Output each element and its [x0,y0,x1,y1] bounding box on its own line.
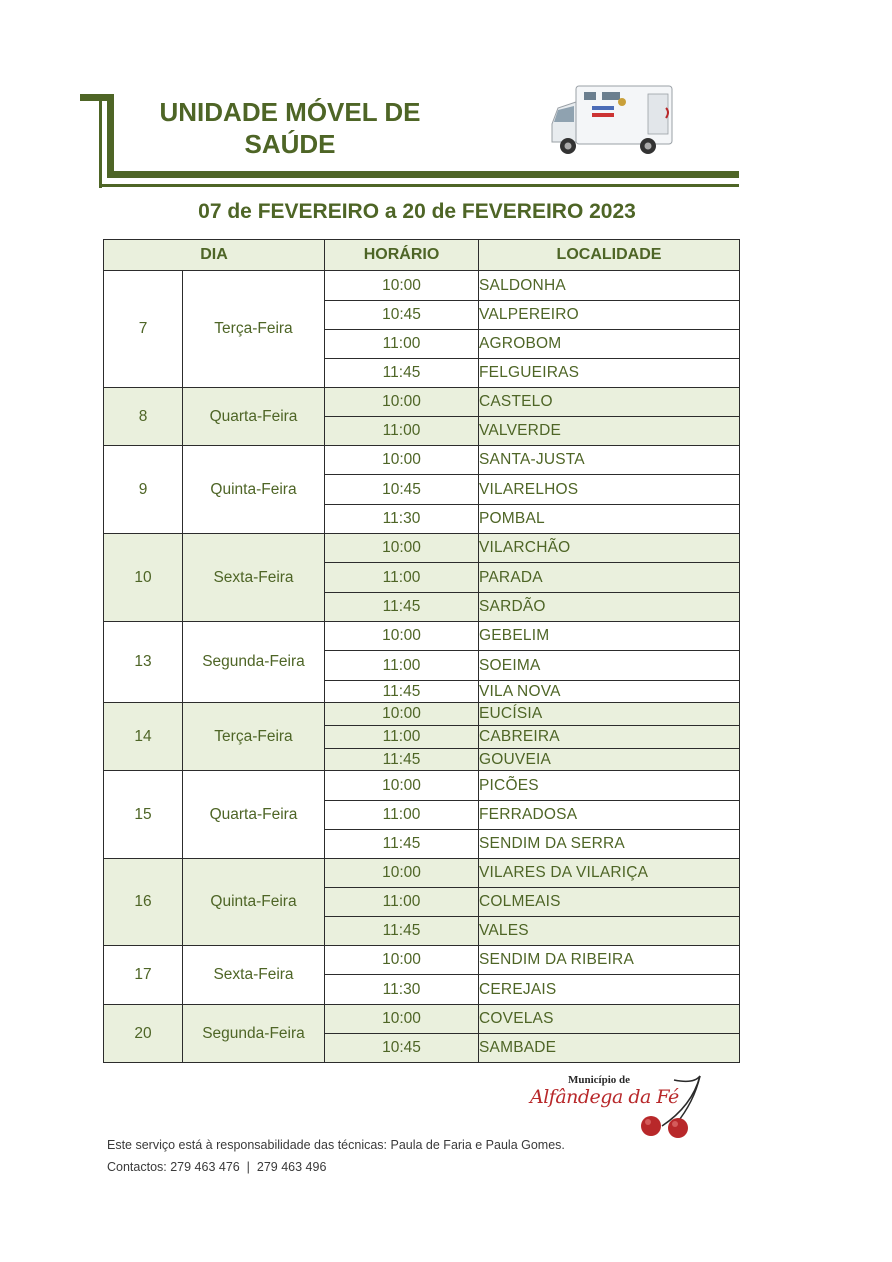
time-cell: 11:00 [325,801,479,830]
schedule-table [103,239,740,1063]
location-cell: VALPEREIRO [479,301,740,330]
table-row [104,622,740,651]
time-cell: 10:00 [325,1005,479,1034]
location-cell: POMBAL [479,505,740,534]
time-cell: 10:00 [325,771,479,801]
municipality-logo [524,1072,704,1142]
time-cell: 11:45 [325,593,479,622]
table-row [104,534,740,563]
title-line-1: UNIDADE MÓVEL DE [159,97,421,127]
time-cell: 10:00 [325,446,479,475]
day-number: 17 [104,946,183,1005]
time-cell: 11:00 [325,563,479,593]
time-cell: 11:45 [325,917,479,946]
time-cell: 10:00 [325,946,479,975]
time-cell: 11:45 [325,749,479,771]
table-row [104,1005,740,1034]
weekday: Quinta-Feira [183,446,325,534]
location-cell: SENDIM DA RIBEIRA [479,946,740,975]
day-number: 16 [104,859,183,946]
time-cell: 10:00 [325,859,479,888]
table-row [104,388,740,417]
time-cell: 10:00 [325,703,479,726]
weekday: Sexta-Feira [183,946,325,1005]
title-line-2: SAÚDE [244,129,336,159]
day-number: 20 [104,1005,183,1063]
time-cell: 10:00 [325,271,479,301]
table-row [104,859,740,888]
location-cell: SANTA-JUSTA [479,446,740,475]
time-cell: 10:45 [325,1034,479,1063]
location-cell: COLMEAIS [479,888,740,917]
day-number: 14 [104,703,183,771]
column-header-location: LOCALIDADE [479,240,740,271]
location-cell: PARADA [479,563,740,593]
day-number: 7 [104,271,183,388]
location-cell: VILA NOVA [479,681,740,703]
table-row [104,946,740,975]
time-cell: 11:00 [325,888,479,917]
table-row [104,771,740,801]
location-cell: SAMBADE [479,1034,740,1063]
table-row [104,271,740,301]
weekday: Segunda-Feira [183,1005,325,1063]
time-cell: 11:00 [325,726,479,749]
location-cell: VILARCHÃO [479,534,740,563]
responsibility-note: Este serviço está à responsabilidade das técnicas: Paula de Faria e Paula Gomes. [107,1138,565,1152]
time-cell: 10:00 [325,388,479,417]
column-header-day: DIA [104,240,325,271]
time-cell: 11:30 [325,975,479,1005]
location-cell: FERRADOSA [479,801,740,830]
location-cell: CASTELO [479,388,740,417]
logo-line-2: Alfândega da Fé [530,1086,679,1108]
weekday: Segunda-Feira [183,622,325,703]
time-cell: 10:00 [325,534,479,563]
time-cell: 11:00 [325,417,479,446]
time-cell: 10:45 [325,301,479,330]
location-cell: CEREJAIS [479,975,740,1005]
time-cell: 11:00 [325,330,479,359]
location-cell: FELGUEIRAS [479,359,740,388]
location-cell: COVELAS [479,1005,740,1034]
logo-line-1: Município de [568,1074,631,1086]
location-cell: GEBELIM [479,622,740,651]
location-cell: AGROBOM [479,330,740,359]
time-cell: 10:45 [325,475,479,505]
time-cell: 11:00 [325,651,479,681]
ambulance-van-icon [548,80,676,158]
weekday: Terça-Feira [183,271,325,388]
location-cell: CABREIRA [479,726,740,749]
weekday: Sexta-Feira [183,534,325,622]
weekday: Quarta-Feira [183,388,325,446]
column-header-time: HORÁRIO [325,240,479,271]
location-cell: PICÕES [479,771,740,801]
day-number: 9 [104,446,183,534]
weekday: Quinta-Feira [183,859,325,946]
contact-numbers: Contactos: 279 463 476 | 279 463 496 [107,1160,327,1174]
schedule-period: 07 de FEVEREIRO a 20 de FEVEREIRO 2023 [198,200,636,223]
time-cell: 10:00 [325,622,479,651]
location-cell: VALVERDE [479,417,740,446]
day-number: 15 [104,771,183,859]
time-cell: 11:45 [325,681,479,703]
day-number: 8 [104,388,183,446]
location-cell: SOEIMA [479,651,740,681]
location-cell: SALDONHA [479,271,740,301]
weekday: Terça-Feira [183,703,325,771]
table-header-row [104,240,740,271]
day-number: 13 [104,622,183,703]
location-cell: SARDÃO [479,593,740,622]
table-row [104,446,740,475]
page-title [140,96,440,160]
time-cell: 11:45 [325,359,479,388]
location-cell: VALES [479,917,740,946]
day-number: 10 [104,534,183,622]
location-cell: VILARES DA VILARIÇA [479,859,740,888]
location-cell: VILARELHOS [479,475,740,505]
weekday: Quarta-Feira [183,771,325,859]
table-row [104,703,740,726]
location-cell: SENDIM DA SERRA [479,830,740,859]
location-cell: EUCÍSIA [479,703,740,726]
time-cell: 11:45 [325,830,479,859]
location-cell: GOUVEIA [479,749,740,771]
time-cell: 11:30 [325,505,479,534]
